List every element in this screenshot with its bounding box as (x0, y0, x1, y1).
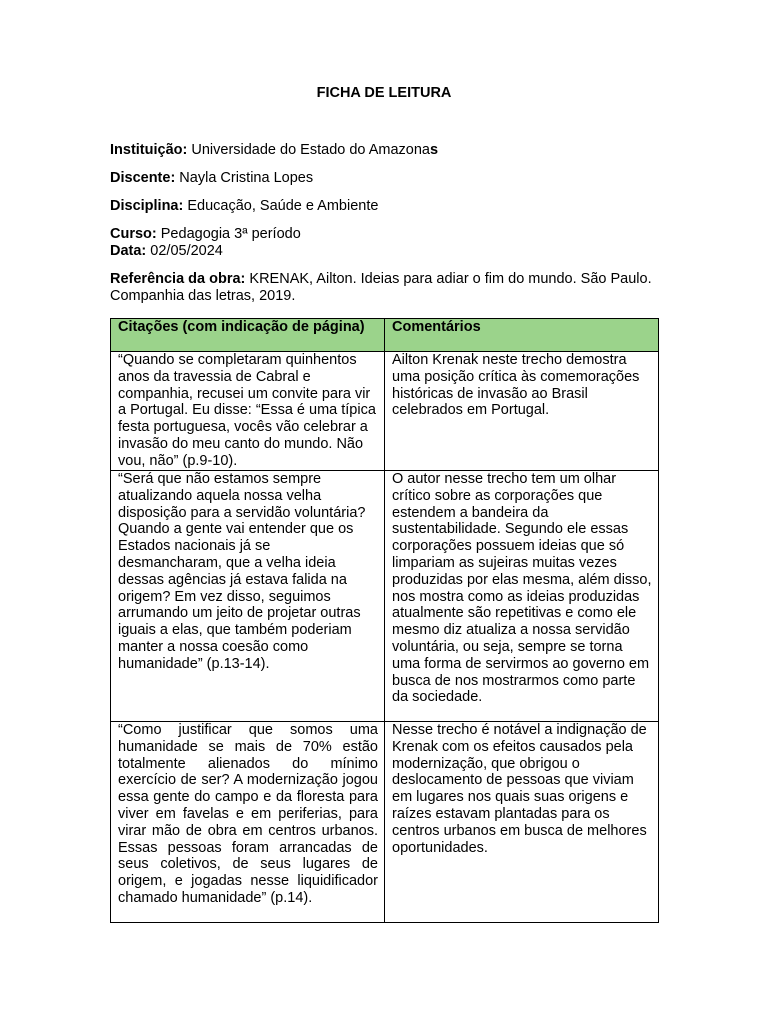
field-data-value: 02/05/2024 (146, 243, 223, 259)
citation-cell: “Quando se completaram quinhentos anos da travessia de Cabral e companhia, recusei um convite para vir a Portugal. Eu disse: “Essa é uma típica festa portuguesa, vocês vão celebrar a invasão do meu canto do mundo. Não vou, não” (p.9-10). (111, 352, 385, 471)
field-instituicao-value-tail: s (429, 142, 439, 158)
field-curso-value: Pedagogia 3ª período (156, 226, 301, 242)
comment-cell: O autor nesse trecho tem um olhar crítico sobre as corporações que estendem a bandeira da sustentabilidade. Segundo ele essas corporações possuem ideias que só limpariam as sujeiras muitas vezes produzidas por elas mesma, além disso, nos mostra como as ideias produzidas atualmente são repetitivas e como ele mesmo diz atualiza a nossa servidão voluntária, ou seja, sempre se torna uma forma de servirmos ao governo em busca de nos mostrarmos como parte da sociedade. (385, 471, 659, 722)
field-discente-label: Discente: (110, 170, 176, 186)
header-comentarios: Comentários (385, 319, 659, 352)
field-referencia-label: Referência da obra: (110, 271, 246, 287)
field-curso (110, 226, 301, 243)
field-data (110, 243, 223, 260)
comment-cell: Ailton Krenak neste trecho demostra uma posição crítica às comemorações históricas de invasão ao Brasil celebrados em Portugal. (385, 352, 659, 471)
document-title: FICHA DE LEITURA (316, 85, 452, 101)
header-citacoes: Citações (com indicação de página) (111, 319, 385, 352)
field-curso-label: Curso: (110, 226, 157, 242)
field-disciplina (110, 198, 378, 215)
citation-cell: “Como justificar que somos uma humanidade se mais de 70% estão totalmente alienados do mínimo exercício de ser? A modernização jogou essa gente do campo e da floresta para viver em favelas e em periferias, para virar mão de obra em centros urbanos. Essas pessoas foram arrancadas de seus coletivos, de seus lugares de origem, e jogadas nesse liquidificador chamado humanidade” (p.14). (111, 722, 385, 923)
field-referencia (110, 271, 660, 305)
field-discente (110, 170, 313, 187)
field-discente-value: Nayla Cristina Lopes (175, 170, 314, 186)
field-referencia-value: KRENAK, Ailton. Ideias para adiar o fim do mundo. São Paulo. Companhia das letras, 2019. (110, 271, 652, 304)
reading-table (110, 318, 659, 923)
table-row (111, 352, 659, 471)
field-disciplina-value: Educação, Saúde e Ambiente (183, 198, 379, 214)
table-row (111, 722, 659, 923)
field-instituicao (110, 142, 438, 159)
field-data-label: Data: (110, 243, 147, 259)
table-row (111, 471, 659, 722)
field-disciplina-label: Disciplina: (110, 198, 184, 214)
field-instituicao-value: Universidade do Estado do Amazona (187, 142, 430, 158)
citation-cell (111, 471, 385, 722)
field-instituicao-label: Instituição: (110, 142, 188, 158)
citation-paragraph: “Será que não estamos sempre atualizando aquela nossa velha disposição para a servidão voluntária? (118, 471, 366, 521)
citation-paragraph: Quando a gente vai entender que os Estados nacionais já se desmancharam, que a velha ideia dessas agências já estava falida na origem? Em vez disso, seguimos arrumando um jeito de projetar outras iguais a elas, que também poderiam manter a nossa coesão como humanidade” (p.13-14). (118, 521, 361, 672)
comment-cell: Nesse trecho é notável a indignação de Krenak com os efeitos causados pela modernização, que obrigou o deslocamento de pessoas que viviam em lugares nos quais suas origens e raízes estavam plantadas para os centros urbanos em busca de melhores oportunidades. (385, 722, 659, 923)
table-header-row (111, 319, 659, 352)
